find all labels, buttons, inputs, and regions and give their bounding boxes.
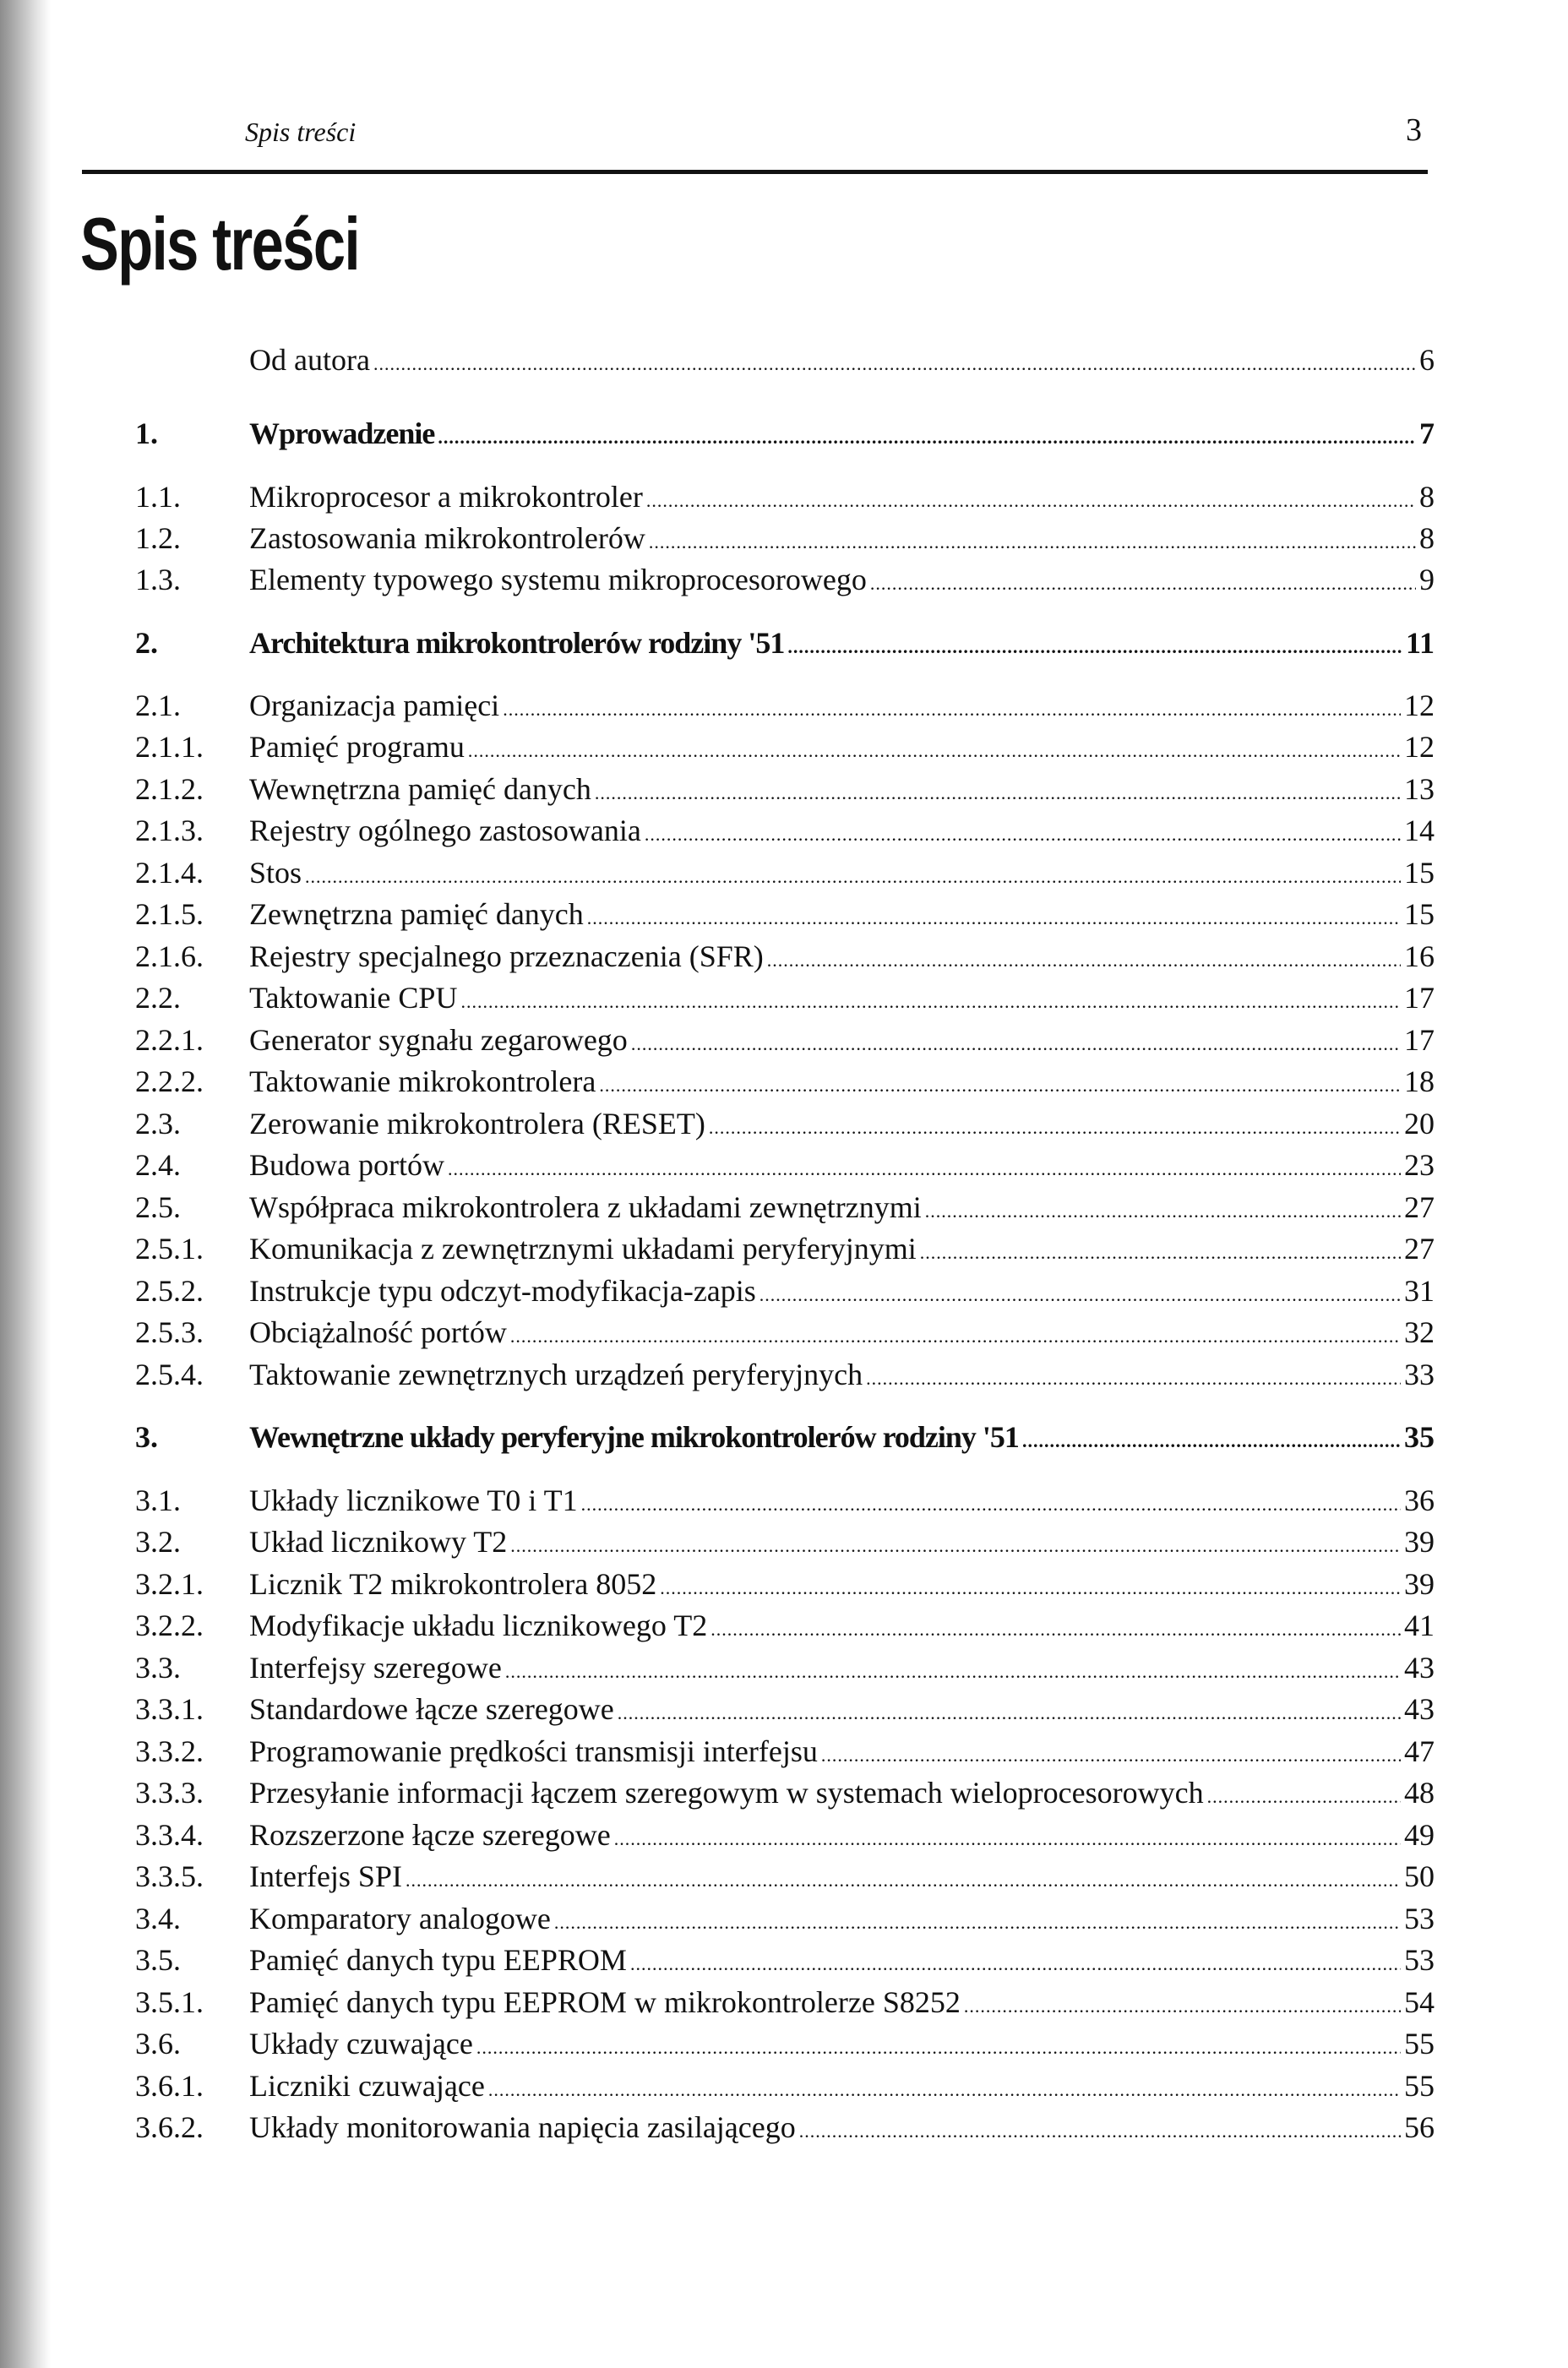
section-page-number: 16 bbox=[1404, 939, 1435, 973]
toc-entry[interactable] bbox=[135, 1899, 1435, 1938]
section-number: 2.5.4. bbox=[135, 1358, 204, 1391]
section-page-number: 50 bbox=[1404, 1859, 1435, 1893]
section-title: Komunikacja z zewnętrznymi układami peryferyjnymi bbox=[249, 1232, 917, 1266]
toc-entry[interactable] bbox=[135, 686, 1435, 725]
dot-leader bbox=[373, 345, 1416, 384]
section-page-number: 32 bbox=[1404, 1315, 1435, 1349]
section-title: Elementy typowego systemu mikroprocesorowego bbox=[249, 563, 867, 596]
dot-leader bbox=[305, 857, 1401, 896]
toc-entry[interactable] bbox=[135, 2024, 1435, 2063]
section-page-number: 54 bbox=[1404, 1985, 1435, 2019]
toc-entry[interactable] bbox=[135, 340, 1435, 379]
toc-entry[interactable] bbox=[135, 1418, 1435, 1456]
section-title: Przesyłanie informacji łączem szeregowym w systemach wieloprocesorowych bbox=[249, 1776, 1204, 1810]
section-title: Licznik T2 mikrokontrolera 8052 bbox=[249, 1567, 657, 1601]
section-title: Instrukcje typu odczyt-modyfikacja-zapis bbox=[249, 1274, 756, 1308]
section-title: Od autora bbox=[249, 343, 370, 377]
section-page-number: 36 bbox=[1404, 1483, 1435, 1517]
toc-entry[interactable] bbox=[135, 2108, 1435, 2147]
section-number: 2.3. bbox=[135, 1107, 181, 1140]
section-number: 3.4. bbox=[135, 1902, 181, 1935]
section-page-number: 56 bbox=[1404, 2110, 1435, 2144]
toc-entry[interactable] bbox=[135, 1271, 1435, 1310]
dot-leader bbox=[614, 1820, 1401, 1859]
section-title: Taktowanie zewnętrznych urządzeń peryferyjnych bbox=[249, 1358, 863, 1391]
section-title: Zerowanie mikrokontrolera (RESET) bbox=[249, 1107, 705, 1140]
section-page-number: 31 bbox=[1404, 1274, 1435, 1308]
section-number: 2.2. bbox=[135, 981, 181, 1015]
dot-leader bbox=[925, 1192, 1401, 1231]
section-page-number: 20 bbox=[1404, 1107, 1435, 1140]
dot-leader bbox=[468, 732, 1401, 770]
section-number: 3.3.3. bbox=[135, 1776, 204, 1810]
dot-leader bbox=[821, 1736, 1401, 1775]
section-number: 2.1.6. bbox=[135, 939, 204, 973]
section-page-number: 12 bbox=[1404, 689, 1435, 722]
section-title: Obciążalność portów bbox=[249, 1315, 507, 1349]
section-number: 3.6. bbox=[135, 2027, 181, 2060]
dot-leader bbox=[760, 1276, 1401, 1315]
section-page-number: 27 bbox=[1404, 1232, 1435, 1266]
dot-leader bbox=[488, 2071, 1401, 2109]
section-title: Zewnętrzna pamięć danych bbox=[249, 897, 584, 931]
section-page-number: 35 bbox=[1404, 1420, 1435, 1454]
dot-leader bbox=[510, 1317, 1401, 1356]
section-page-number: 13 bbox=[1404, 772, 1435, 806]
toc-entry[interactable] bbox=[135, 1690, 1435, 1728]
section-number: 3.3.1. bbox=[135, 1692, 204, 1726]
section-number: 2. bbox=[135, 626, 158, 660]
section-title: Wprowadzenie bbox=[249, 416, 435, 450]
dot-leader bbox=[1207, 1777, 1401, 1816]
toc-entry[interactable] bbox=[135, 1481, 1435, 1520]
section-page-number: 48 bbox=[1404, 1776, 1435, 1810]
toc-entry[interactable] bbox=[135, 2066, 1435, 2105]
section-page-number: 14 bbox=[1404, 814, 1435, 847]
toc-entry[interactable] bbox=[135, 1522, 1435, 1561]
book-spine-shadow bbox=[0, 0, 51, 2368]
toc-entry[interactable] bbox=[135, 1773, 1435, 1812]
section-page-number: 33 bbox=[1404, 1358, 1435, 1391]
dot-leader bbox=[599, 1066, 1401, 1105]
section-page-number: 55 bbox=[1404, 2069, 1435, 2103]
section-page-number: 17 bbox=[1404, 1023, 1435, 1057]
toc-entry[interactable] bbox=[135, 1188, 1435, 1227]
section-title: Pamięć programu bbox=[249, 730, 465, 764]
dot-leader bbox=[787, 628, 1402, 667]
dot-leader bbox=[920, 1233, 1401, 1272]
toc-entry[interactable] bbox=[135, 477, 1435, 516]
toc-entry[interactable] bbox=[135, 1104, 1435, 1143]
toc-entry[interactable] bbox=[135, 519, 1435, 558]
dot-leader bbox=[554, 1903, 1401, 1942]
section-page-number: 9 bbox=[1419, 563, 1435, 596]
section-number: 3.6.2. bbox=[135, 2110, 204, 2144]
toc-entry[interactable] bbox=[135, 1648, 1435, 1687]
section-page-number: 43 bbox=[1404, 1651, 1435, 1685]
dot-leader bbox=[595, 774, 1401, 813]
toc-entry[interactable] bbox=[135, 1021, 1435, 1059]
section-number: 3.3.5. bbox=[135, 1859, 204, 1893]
section-title: Układ licznikowy T2 bbox=[249, 1525, 508, 1559]
section-title: Interfejsy szeregowe bbox=[249, 1651, 502, 1685]
toc-entry[interactable] bbox=[135, 1062, 1435, 1101]
section-title: Wewnętrzne układy peryferyjne mikrokontrolerów rodziny '51 bbox=[249, 1420, 1019, 1454]
toc-entry[interactable] bbox=[135, 1146, 1435, 1184]
running-head: Spis treści bbox=[245, 117, 357, 147]
dot-leader bbox=[476, 2028, 1401, 2067]
dot-leader bbox=[581, 1485, 1401, 1524]
toc-entry[interactable] bbox=[135, 895, 1435, 934]
toc-entry[interactable] bbox=[135, 1355, 1435, 1394]
dot-leader bbox=[649, 523, 1416, 562]
section-title: Zastosowania mikrokontrolerów bbox=[249, 521, 645, 555]
section-number: 3.6.1. bbox=[135, 2069, 204, 2103]
toc-entry[interactable] bbox=[135, 978, 1435, 1017]
dot-leader bbox=[438, 418, 1416, 457]
toc-entry[interactable] bbox=[135, 770, 1435, 808]
section-page-number: 27 bbox=[1404, 1190, 1435, 1224]
section-number: 2.1.3. bbox=[135, 814, 204, 847]
toc-entry[interactable] bbox=[135, 560, 1435, 599]
page-number: 3 bbox=[1406, 112, 1422, 148]
dot-leader bbox=[503, 690, 1401, 729]
section-page-number: 12 bbox=[1404, 730, 1435, 764]
section-number: 2.2.2. bbox=[135, 1064, 204, 1098]
section-page-number: 6 bbox=[1419, 343, 1435, 377]
section-title: Architektura mikrokontrolerów rodziny '51 bbox=[249, 626, 785, 660]
section-title: Układy monitorowania napięcia zasilającego bbox=[249, 2110, 796, 2144]
section-page-number: 23 bbox=[1404, 1148, 1435, 1182]
section-number: 1. bbox=[135, 416, 158, 450]
section-number: 2.5.1. bbox=[135, 1232, 204, 1266]
dot-leader bbox=[510, 1527, 1401, 1565]
toc-entry[interactable] bbox=[135, 811, 1435, 850]
section-title: Rozszerzone łącze szeregowe bbox=[249, 1818, 611, 1852]
section-page-number: 18 bbox=[1404, 1064, 1435, 1098]
section-title: Budowa portów bbox=[249, 1148, 444, 1182]
dot-leader bbox=[406, 1861, 1401, 1900]
section-page-number: 11 bbox=[1405, 626, 1435, 660]
section-number: 2.1. bbox=[135, 689, 181, 722]
section-title: Współpraca mikrokontrolera z układami zewnętrznymi bbox=[249, 1190, 922, 1224]
dot-leader bbox=[618, 1694, 1401, 1733]
section-title: Organizacja pamięci bbox=[249, 689, 500, 722]
section-title: Układy czuwające bbox=[249, 2027, 473, 2060]
dot-leader bbox=[870, 564, 1416, 603]
section-number: 2.1.2. bbox=[135, 772, 204, 806]
section-title: Pamięć danych typu EEPROM w mikrokontrolerze S8252 bbox=[249, 1985, 961, 2019]
toc-entry[interactable] bbox=[135, 1732, 1435, 1771]
section-page-number: 41 bbox=[1404, 1609, 1435, 1642]
toc-entry[interactable] bbox=[135, 937, 1435, 976]
section-page-number: 15 bbox=[1404, 856, 1435, 890]
section-page-number: 15 bbox=[1404, 897, 1435, 931]
dot-leader bbox=[646, 482, 1416, 520]
section-number: 2.2.1. bbox=[135, 1023, 204, 1057]
toc-entry[interactable] bbox=[135, 1941, 1435, 1979]
section-page-number: 7 bbox=[1419, 416, 1435, 450]
section-number: 3.5. bbox=[135, 1943, 181, 1977]
header-rule bbox=[82, 170, 1428, 174]
toc-entry[interactable] bbox=[135, 1606, 1435, 1645]
chapter-title: Spis treści bbox=[80, 202, 360, 286]
section-number: 3.2. bbox=[135, 1525, 181, 1559]
section-title: Rejestry ogólnego zastosowania bbox=[249, 814, 641, 847]
toc-entry[interactable] bbox=[135, 623, 1435, 662]
dot-leader bbox=[866, 1359, 1401, 1398]
toc-entry[interactable] bbox=[135, 1983, 1435, 2022]
dot-leader bbox=[587, 899, 1401, 938]
section-title: Mikroprocesor a mikrokontroler bbox=[249, 480, 643, 514]
section-number: 3.3. bbox=[135, 1651, 181, 1685]
section-page-number: 53 bbox=[1404, 1943, 1435, 1977]
dot-leader bbox=[645, 815, 1401, 854]
dot-leader bbox=[631, 1025, 1401, 1064]
section-page-number: 39 bbox=[1404, 1567, 1435, 1601]
dot-leader bbox=[709, 1108, 1401, 1147]
dot-leader bbox=[660, 1569, 1401, 1608]
section-page-number: 8 bbox=[1419, 521, 1435, 555]
dot-leader bbox=[799, 2112, 1401, 2151]
section-number: 1.2. bbox=[135, 521, 181, 555]
toc-entry[interactable] bbox=[135, 1229, 1435, 1268]
section-number: 2.5.3. bbox=[135, 1315, 204, 1349]
section-page-number: 43 bbox=[1404, 1692, 1435, 1726]
dot-leader bbox=[964, 1987, 1401, 2026]
section-number: 1.1. bbox=[135, 480, 181, 514]
section-number: 3.3.4. bbox=[135, 1818, 204, 1852]
section-title: Komparatory analogowe bbox=[249, 1902, 551, 1935]
section-title: Liczniki czuwające bbox=[249, 2069, 485, 2103]
section-number: 2.5.2. bbox=[135, 1274, 204, 1308]
section-page-number: 55 bbox=[1404, 2027, 1435, 2060]
section-number: 3.1. bbox=[135, 1483, 181, 1517]
section-number: 3.5.1. bbox=[135, 1985, 204, 2019]
toc-entry[interactable] bbox=[135, 414, 1435, 453]
toc-entry[interactable] bbox=[135, 727, 1435, 766]
section-number: 2.1.4. bbox=[135, 856, 204, 890]
section-title: Generator sygnału zegarowego bbox=[249, 1023, 628, 1057]
section-title: Wewnętrzna pamięć danych bbox=[249, 772, 591, 806]
toc-entry[interactable] bbox=[135, 1565, 1435, 1603]
toc-entry[interactable] bbox=[135, 853, 1435, 892]
section-number: 2.4. bbox=[135, 1148, 181, 1182]
section-page-number: 39 bbox=[1404, 1525, 1435, 1559]
section-page-number: 49 bbox=[1404, 1818, 1435, 1852]
section-number: 2.5. bbox=[135, 1190, 181, 1224]
toc-entry[interactable] bbox=[135, 1857, 1435, 1896]
section-number: 2.1.5. bbox=[135, 897, 204, 931]
section-title: Układy licznikowe T0 i T1 bbox=[249, 1483, 578, 1517]
toc-entry[interactable] bbox=[135, 1313, 1435, 1352]
dot-leader bbox=[767, 941, 1401, 980]
dot-leader bbox=[448, 1150, 1401, 1189]
section-page-number: 47 bbox=[1404, 1734, 1435, 1768]
section-title: Stos bbox=[249, 856, 302, 890]
dot-leader bbox=[1022, 1422, 1401, 1461]
section-number: 1.3. bbox=[135, 563, 181, 596]
section-title: Rejestry specjalnego przeznaczenia (SFR) bbox=[249, 939, 764, 973]
section-title: Programowanie prędkości transmisji interfejsu bbox=[249, 1734, 818, 1768]
section-title: Modyfikacje układu licznikowego T2 bbox=[249, 1609, 708, 1642]
section-number: 2.1.1. bbox=[135, 730, 204, 764]
section-title: Standardowe łącze szeregowe bbox=[249, 1692, 614, 1726]
section-number: 3.3.2. bbox=[135, 1734, 204, 1768]
dot-leader bbox=[710, 1610, 1401, 1649]
section-page-number: 8 bbox=[1419, 480, 1435, 514]
section-title: Taktowanie CPU bbox=[249, 981, 458, 1015]
section-number: 3.2.2. bbox=[135, 1609, 204, 1642]
section-title: Taktowanie mikrokontrolera bbox=[249, 1064, 596, 1098]
dot-leader bbox=[505, 1652, 1401, 1691]
section-number: 3. bbox=[135, 1420, 158, 1454]
toc-entry[interactable] bbox=[135, 1815, 1435, 1854]
dot-leader bbox=[630, 1945, 1401, 1984]
section-number: 3.2.1. bbox=[135, 1567, 204, 1601]
section-page-number: 53 bbox=[1404, 1902, 1435, 1935]
section-title: Interfejs SPI bbox=[249, 1859, 402, 1893]
section-title: Pamięć danych typu EEPROM bbox=[249, 1943, 627, 1977]
dot-leader bbox=[460, 983, 1401, 1021]
section-page-number: 17 bbox=[1404, 981, 1435, 1015]
